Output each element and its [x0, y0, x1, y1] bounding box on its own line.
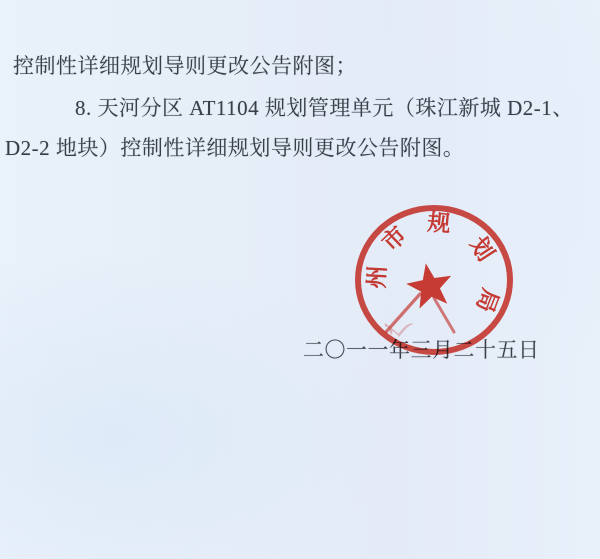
seal-character-ju: 局: [471, 285, 503, 316]
seal-character-zhou: 州: [364, 264, 391, 290]
document-line-1: 控制性详细规划导则更改公告附图；: [13, 54, 357, 78]
document-line-3: D2-2 地块）控制性详细规划导则更改公告附图。: [5, 136, 465, 160]
official-seal: [324, 170, 544, 390]
seal-character-hua: 划: [465, 232, 499, 266]
official-seal-graphic: [324, 170, 544, 390]
seal-character-gui: 规: [426, 209, 452, 237]
document-line-2: 8. 天河分区 AT1104 规划管理单元（珠江新城 D2-1、: [75, 96, 574, 120]
document-date: 二〇一一年三月二十五日: [303, 338, 540, 362]
seal-character-shi: 市: [377, 222, 412, 256]
seal-smudge-right: [434, 298, 454, 332]
seal-character-guang: 广: [381, 307, 415, 342]
